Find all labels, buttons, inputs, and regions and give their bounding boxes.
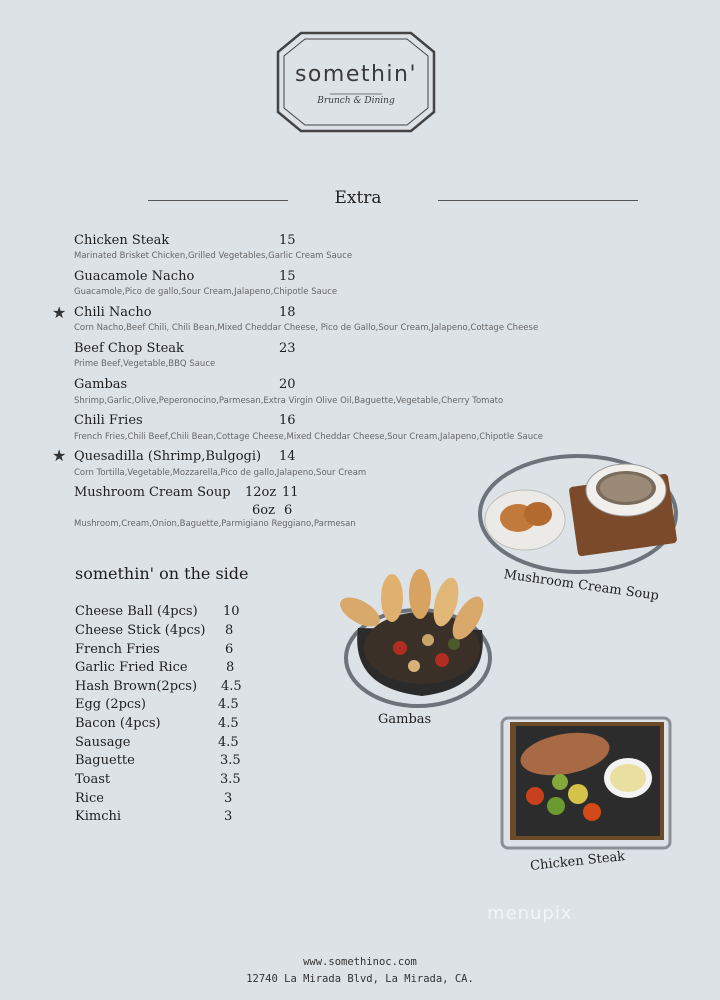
side-item-name: Cheese Stick (4pcs)	[75, 623, 206, 638]
item-description: Guacamole,Pico de gallo,Sour Cream,Jalapeno,Chipotle Sauce	[74, 287, 338, 297]
caption-gambas: Gambas	[378, 712, 432, 727]
side-item-name: Egg (2pcs)	[75, 697, 146, 712]
side-item-name: Garlic Fried Rice	[75, 660, 188, 675]
side-item-name: Baguette	[75, 753, 135, 768]
side-item-name: Bacon (4pcs)	[75, 716, 161, 731]
brand-tagline: Brunch & Dining	[317, 96, 395, 106]
gambas-photo	[330, 568, 498, 710]
item-price: 15	[279, 233, 296, 248]
item-name: Beef Chop Steak	[74, 341, 184, 356]
item-description: Prime Beef,Vegetable,BBQ Sauce	[74, 359, 216, 369]
item-name: Guacamole Nacho	[74, 269, 195, 284]
side-item-price: 4.5	[218, 735, 239, 750]
star-icon: ★	[52, 303, 67, 322]
side-item-name: Cheese Ball (4pcs)	[75, 604, 198, 619]
side-item-price: 4.5	[221, 679, 242, 694]
item-description: Marinated Brisket Chicken,Grilled Vegetables,Garlic Cream Sauce	[74, 251, 353, 261]
item-name: Quesadilla (Shrimp,Bulgogi)	[74, 449, 262, 464]
caption-mushroom-soup: Mushroom Cream Soup	[502, 567, 660, 604]
item-price: 23	[279, 341, 296, 356]
side-item-price: 8	[226, 660, 235, 675]
item-price: 6	[284, 503, 293, 518]
side-item-price: 10	[223, 604, 240, 619]
item-description: Corn Nacho,Beef Chili, Chili Bean,Mixed Cheddar Cheese, Pico de Gallo,Sour Cream,Jalapeno,Cottage Cheese	[74, 323, 539, 333]
side-item-name: Kimchi	[75, 809, 122, 824]
divider-right	[438, 200, 638, 201]
item-price: 15	[279, 269, 296, 284]
item-price: 20	[279, 377, 296, 392]
side-item-name: Rice	[75, 791, 104, 806]
item-description: Shrimp,Garlic,Olive,Peperonocino,Parmesan,Extra Virgin Olive Oil,Baguette,Vegetable,Cherry Tomato	[74, 396, 504, 406]
website-link[interactable]: www.somethinoc.com	[303, 956, 417, 968]
item-name: Chicken Steak	[74, 233, 170, 248]
item-description: Corn Tortilla,Vegetable,Mozzarella,Pico de gallo,Jalapeno,Sour Cream	[74, 468, 367, 478]
side-item-name: French Fries	[75, 642, 160, 657]
item-description: Mushroom,Cream,Onion,Baguette,Parmigiano Reggiano,Parmesan	[74, 519, 356, 529]
divider-left	[148, 200, 288, 201]
item-price: 16	[279, 413, 296, 428]
section-title-extra: Extra	[334, 188, 382, 208]
brand-name: somethin'	[294, 62, 418, 87]
caption-chicken-steak: Chicken Steak	[529, 849, 626, 874]
side-item-price: 6	[225, 642, 234, 657]
watermark: menupix	[487, 903, 573, 924]
side-item-price: 3	[224, 791, 233, 806]
section-title-side: somethin' on the side	[75, 564, 249, 583]
item-name: Mushroom Cream Soup	[74, 485, 231, 500]
side-item-name: Sausage	[75, 735, 131, 750]
side-item-price: 4.5	[218, 716, 239, 731]
item-name: Chili Fries	[74, 413, 143, 428]
address: 12740 La Mirada Blvd, La Mirada, CA.	[246, 973, 474, 985]
side-item-price: 3.5	[220, 772, 241, 787]
item-price: 11	[282, 485, 299, 500]
chicken-steak-photo	[500, 716, 672, 852]
item-size: 6oz	[252, 503, 275, 518]
side-item-price: 3.5	[220, 753, 241, 768]
side-item-name: Toast	[75, 772, 111, 787]
side-item-price: 3	[224, 809, 233, 824]
item-name: Gambas	[74, 377, 128, 392]
item-price: 18	[279, 305, 296, 320]
item-description: French Fries,Chili Beef,Chili Bean,Cottage Cheese,Mixed Cheddar Cheese,Sour Cream,Jalapeno,Chipotle Sauce	[74, 432, 544, 442]
item-name: Chili Nacho	[74, 305, 152, 320]
side-item-price: 4.5	[218, 697, 239, 712]
side-item-name: Hash Brown(2pcs)	[75, 679, 198, 694]
star-icon: ★	[52, 446, 67, 465]
side-item-price: 8	[225, 623, 234, 638]
item-size: 12oz	[245, 485, 277, 500]
item-price: 14	[279, 449, 296, 464]
